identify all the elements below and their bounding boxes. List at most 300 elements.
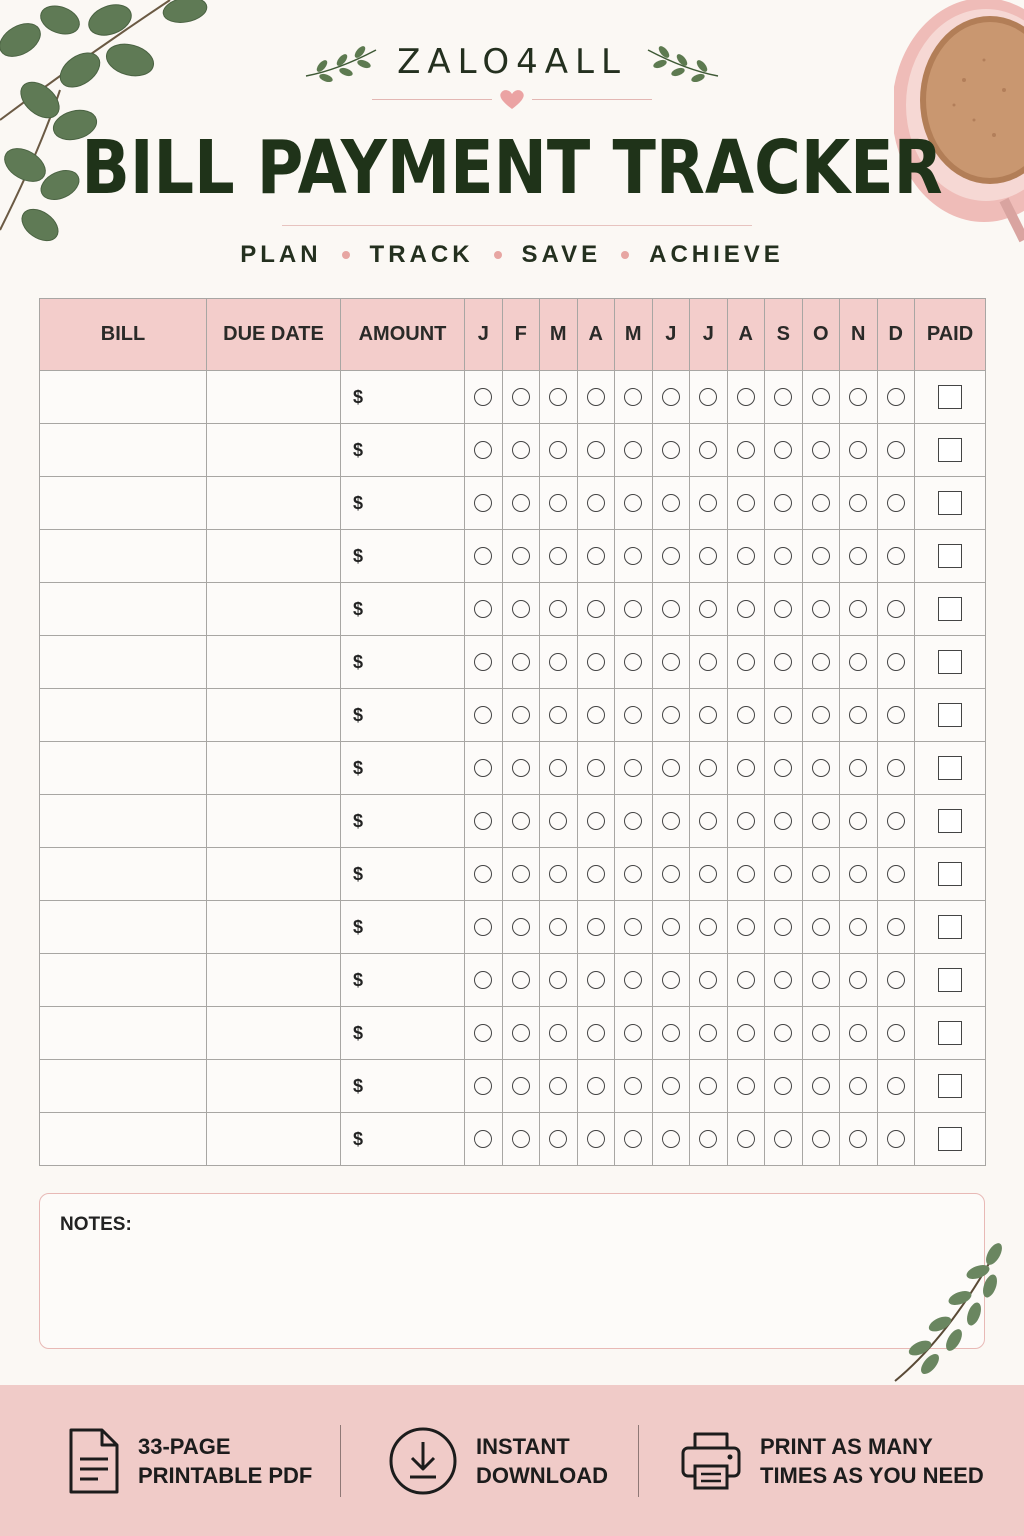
due-date-cell[interactable] — [207, 1060, 341, 1113]
month-check-circle[interactable] — [849, 388, 867, 406]
month-check-circle[interactable] — [812, 1130, 830, 1148]
month-check-circle[interactable] — [474, 971, 492, 989]
month-check-circle[interactable] — [587, 600, 605, 618]
month-check-circle[interactable] — [549, 918, 567, 936]
table-row — [40, 583, 986, 636]
month-cell — [615, 795, 653, 848]
due-date-cell[interactable] — [207, 636, 341, 689]
paid-checkbox[interactable] — [938, 915, 962, 939]
amount-cell[interactable]: $ — [341, 742, 465, 795]
month-check-circle[interactable] — [549, 547, 567, 565]
month-check-circle[interactable] — [662, 865, 680, 883]
month-check-circle[interactable] — [662, 653, 680, 671]
month-check-circle[interactable] — [737, 759, 755, 777]
month-check-circle[interactable] — [849, 441, 867, 459]
month-cell — [690, 742, 728, 795]
month-check-circle[interactable] — [549, 759, 567, 777]
month-check-circle[interactable] — [662, 600, 680, 618]
due-date-cell[interactable] — [207, 583, 341, 636]
month-check-circle[interactable] — [887, 1077, 905, 1095]
month-cell — [652, 901, 690, 954]
month-check-circle[interactable] — [587, 706, 605, 724]
month-check-circle[interactable] — [587, 1130, 605, 1148]
month-check-circle[interactable] — [737, 547, 755, 565]
bill-name-cell[interactable] — [40, 1007, 207, 1060]
month-cell — [502, 795, 540, 848]
month-check-circle[interactable] — [737, 918, 755, 936]
month-check-circle[interactable] — [849, 759, 867, 777]
month-check-circle[interactable] — [737, 494, 755, 512]
month-check-circle[interactable] — [474, 441, 492, 459]
month-check-circle[interactable] — [512, 971, 530, 989]
month-check-circle[interactable] — [849, 865, 867, 883]
due-date-cell[interactable] — [207, 1007, 341, 1060]
month-check-circle[interactable] — [624, 812, 642, 830]
month-check-circle[interactable] — [474, 547, 492, 565]
month-check-circle[interactable] — [474, 1130, 492, 1148]
month-cell — [502, 689, 540, 742]
paid-checkbox[interactable] — [938, 650, 962, 674]
month-check-circle[interactable] — [849, 1130, 867, 1148]
amount-cell[interactable]: $ — [341, 636, 465, 689]
due-date-cell[interactable] — [207, 954, 341, 1007]
month-check-circle[interactable] — [774, 971, 792, 989]
due-date-cell[interactable] — [207, 742, 341, 795]
month-check-circle[interactable] — [549, 441, 567, 459]
month-check-circle[interactable] — [512, 600, 530, 618]
bill-name-cell[interactable] — [40, 742, 207, 795]
month-cell — [540, 477, 578, 530]
paid-cell — [915, 901, 986, 954]
month-check-circle[interactable] — [662, 1077, 680, 1095]
month-check-circle[interactable] — [662, 812, 680, 830]
month-check-circle[interactable] — [624, 494, 642, 512]
month-check-circle[interactable] — [587, 759, 605, 777]
month-check-circle[interactable] — [549, 1130, 567, 1148]
month-check-circle[interactable] — [699, 971, 717, 989]
month-check-circle[interactable] — [812, 600, 830, 618]
due-date-cell[interactable] — [207, 689, 341, 742]
month-check-circle[interactable] — [512, 865, 530, 883]
month-check-circle[interactable] — [512, 1024, 530, 1042]
tagline-dot — [621, 251, 629, 259]
month-cell — [765, 1113, 803, 1166]
month-check-circle[interactable] — [849, 600, 867, 618]
paid-cell — [915, 795, 986, 848]
month-check-circle[interactable] — [737, 971, 755, 989]
amount-cell[interactable]: $ — [341, 1113, 465, 1166]
month-cell — [502, 742, 540, 795]
month-check-circle[interactable] — [549, 865, 567, 883]
column-header-month: F — [502, 299, 540, 371]
month-check-circle[interactable] — [887, 547, 905, 565]
month-check-circle[interactable] — [887, 600, 905, 618]
bill-name-cell[interactable] — [40, 848, 207, 901]
month-check-circle[interactable] — [849, 918, 867, 936]
month-check-circle[interactable] — [737, 706, 755, 724]
month-check-circle[interactable] — [887, 971, 905, 989]
month-check-circle[interactable] — [662, 971, 680, 989]
month-cell — [802, 1007, 840, 1060]
month-check-circle[interactable] — [624, 1130, 642, 1148]
bill-name-cell[interactable] — [40, 954, 207, 1007]
month-check-circle[interactable] — [812, 494, 830, 512]
month-check-circle[interactable] — [549, 706, 567, 724]
month-check-circle[interactable] — [587, 971, 605, 989]
month-check-circle[interactable] — [662, 706, 680, 724]
month-check-circle[interactable] — [699, 600, 717, 618]
month-check-circle[interactable] — [812, 441, 830, 459]
paid-checkbox[interactable] — [938, 703, 962, 727]
month-cell — [577, 901, 615, 954]
month-check-circle[interactable] — [699, 812, 717, 830]
month-check-circle[interactable] — [474, 865, 492, 883]
month-check-circle[interactable] — [699, 918, 717, 936]
table-row — [40, 477, 986, 530]
feature-download-line2: DOWNLOAD — [476, 1463, 608, 1488]
month-check-circle[interactable] — [737, 1130, 755, 1148]
month-check-circle[interactable] — [737, 600, 755, 618]
month-check-circle[interactable] — [812, 812, 830, 830]
month-check-circle[interactable] — [587, 1024, 605, 1042]
month-cell — [727, 689, 765, 742]
month-check-circle[interactable] — [699, 494, 717, 512]
month-check-circle[interactable] — [512, 918, 530, 936]
due-date-cell[interactable] — [207, 530, 341, 583]
month-check-circle[interactable] — [699, 759, 717, 777]
month-check-circle[interactable] — [549, 812, 567, 830]
month-cell — [877, 954, 915, 1007]
bill-name-cell[interactable] — [40, 1060, 207, 1113]
month-cell — [802, 795, 840, 848]
month-check-circle[interactable] — [474, 653, 492, 671]
month-check-circle[interactable] — [812, 1024, 830, 1042]
month-check-circle[interactable] — [887, 441, 905, 459]
month-cell — [465, 424, 503, 477]
month-check-circle[interactable] — [737, 865, 755, 883]
table-row — [40, 901, 986, 954]
month-check-circle[interactable] — [662, 759, 680, 777]
month-check-circle[interactable] — [699, 388, 717, 406]
bill-name-cell[interactable] — [40, 1113, 207, 1166]
month-check-circle[interactable] — [512, 1077, 530, 1095]
month-check-circle[interactable] — [699, 865, 717, 883]
month-check-circle[interactable] — [737, 1077, 755, 1095]
month-check-circle[interactable] — [849, 706, 867, 724]
month-check-circle[interactable] — [587, 547, 605, 565]
amount-cell[interactable]: $ — [341, 1060, 465, 1113]
column-header-month: M — [540, 299, 578, 371]
month-cell — [765, 795, 803, 848]
month-check-circle[interactable] — [699, 441, 717, 459]
month-check-circle[interactable] — [474, 759, 492, 777]
paid-checkbox[interactable] — [938, 438, 962, 462]
month-check-circle[interactable] — [512, 547, 530, 565]
sprig-right-icon — [646, 42, 722, 82]
paid-checkbox[interactable] — [938, 385, 962, 409]
month-check-circle[interactable] — [624, 600, 642, 618]
month-check-circle[interactable] — [512, 759, 530, 777]
amount-cell[interactable]: $ — [341, 477, 465, 530]
month-check-circle[interactable] — [549, 971, 567, 989]
month-cell — [840, 424, 878, 477]
month-check-circle[interactable] — [549, 1077, 567, 1095]
feature-pdf-line1: 33-PAGE — [138, 1434, 231, 1459]
bill-name-cell[interactable] — [40, 371, 207, 424]
month-check-circle[interactable] — [812, 918, 830, 936]
amount-cell[interactable]: $ — [341, 1007, 465, 1060]
month-cell — [652, 371, 690, 424]
paid-checkbox[interactable] — [938, 1021, 962, 1045]
month-check-circle[interactable] — [549, 1024, 567, 1042]
month-check-circle[interactable] — [812, 388, 830, 406]
month-cell — [690, 795, 728, 848]
month-check-circle[interactable] — [774, 812, 792, 830]
month-check-circle[interactable] — [887, 1024, 905, 1042]
month-check-circle[interactable] — [512, 1130, 530, 1148]
month-check-circle[interactable] — [737, 1024, 755, 1042]
bill-name-cell[interactable] — [40, 583, 207, 636]
due-date-cell[interactable] — [207, 1113, 341, 1166]
month-cell — [877, 477, 915, 530]
month-check-circle[interactable] — [512, 494, 530, 512]
month-check-circle[interactable] — [737, 388, 755, 406]
month-check-circle[interactable] — [774, 494, 792, 512]
month-check-circle[interactable] — [812, 653, 830, 671]
month-check-circle[interactable] — [737, 653, 755, 671]
month-cell — [690, 1060, 728, 1113]
month-check-circle[interactable] — [474, 812, 492, 830]
month-check-circle[interactable] — [624, 759, 642, 777]
month-check-circle[interactable] — [549, 388, 567, 406]
month-cell — [577, 530, 615, 583]
due-date-cell[interactable] — [207, 848, 341, 901]
month-check-circle[interactable] — [774, 759, 792, 777]
month-check-circle[interactable] — [512, 653, 530, 671]
bill-name-cell[interactable] — [40, 689, 207, 742]
month-check-circle[interactable] — [887, 706, 905, 724]
bill-name-cell[interactable] — [40, 424, 207, 477]
month-cell — [840, 636, 878, 689]
due-date-cell[interactable] — [207, 477, 341, 530]
month-check-circle[interactable] — [587, 441, 605, 459]
month-check-circle[interactable] — [812, 1077, 830, 1095]
month-check-circle[interactable] — [624, 547, 642, 565]
tagline-dot — [494, 251, 502, 259]
due-date-cell[interactable] — [207, 424, 341, 477]
month-check-circle[interactable] — [849, 1077, 867, 1095]
month-check-circle[interactable] — [662, 1130, 680, 1148]
month-cell — [465, 1060, 503, 1113]
month-check-circle[interactable] — [887, 812, 905, 830]
bill-name-cell[interactable] — [40, 477, 207, 530]
paid-checkbox[interactable] — [938, 1127, 962, 1151]
amount-cell[interactable]: $ — [341, 901, 465, 954]
month-check-circle[interactable] — [699, 653, 717, 671]
month-check-circle[interactable] — [512, 812, 530, 830]
month-check-circle[interactable] — [812, 547, 830, 565]
month-check-circle[interactable] — [474, 918, 492, 936]
paid-checkbox[interactable] — [938, 968, 962, 992]
month-check-circle[interactable] — [737, 812, 755, 830]
month-check-circle[interactable] — [587, 494, 605, 512]
bill-name-cell[interactable] — [40, 636, 207, 689]
month-cell — [615, 742, 653, 795]
month-check-circle[interactable] — [474, 1024, 492, 1042]
month-check-circle[interactable] — [662, 547, 680, 565]
month-check-circle[interactable] — [699, 547, 717, 565]
month-check-circle[interactable] — [662, 1024, 680, 1042]
month-check-circle[interactable] — [774, 1024, 792, 1042]
due-date-cell[interactable] — [207, 795, 341, 848]
month-check-circle[interactable] — [774, 600, 792, 618]
month-cell — [615, 530, 653, 583]
month-check-circle[interactable] — [887, 759, 905, 777]
month-cell — [727, 371, 765, 424]
month-check-circle[interactable] — [587, 653, 605, 671]
month-check-circle[interactable] — [512, 706, 530, 724]
month-check-circle[interactable] — [849, 971, 867, 989]
month-cell — [840, 954, 878, 1007]
feature-print — [680, 1423, 984, 1499]
bill-name-cell[interactable] — [40, 530, 207, 583]
amount-cell[interactable]: $ — [341, 795, 465, 848]
page-title: BILL PAYMENT TRACKER — [81, 125, 943, 211]
month-check-circle[interactable] — [587, 812, 605, 830]
month-check-circle[interactable] — [587, 1077, 605, 1095]
month-check-circle[interactable] — [774, 1130, 792, 1148]
month-check-circle[interactable] — [587, 918, 605, 936]
month-check-circle[interactable] — [774, 865, 792, 883]
month-check-circle[interactable] — [699, 706, 717, 724]
month-cell — [652, 1060, 690, 1113]
month-check-circle[interactable] — [774, 653, 792, 671]
month-check-circle[interactable] — [512, 441, 530, 459]
feature-pdf-line2: PRINTABLE PDF — [138, 1463, 313, 1488]
month-check-circle[interactable] — [624, 865, 642, 883]
month-check-circle[interactable] — [474, 1077, 492, 1095]
month-check-circle[interactable] — [474, 388, 492, 406]
amount-cell[interactable]: $ — [341, 954, 465, 1007]
notes-box[interactable] — [39, 1193, 985, 1349]
paid-cell — [915, 742, 986, 795]
month-check-circle[interactable] — [699, 1077, 717, 1095]
month-check-circle[interactable] — [849, 494, 867, 512]
month-check-circle[interactable] — [549, 600, 567, 618]
month-cell — [840, 742, 878, 795]
month-check-circle[interactable] — [849, 1024, 867, 1042]
paid-checkbox[interactable] — [938, 491, 962, 515]
month-cell — [765, 371, 803, 424]
paid-checkbox[interactable] — [938, 809, 962, 833]
month-check-circle[interactable] — [662, 388, 680, 406]
amount-cell[interactable]: $ — [341, 689, 465, 742]
month-check-circle[interactable] — [474, 706, 492, 724]
month-cell — [802, 1060, 840, 1113]
notes-label: NOTES: — [60, 1214, 132, 1235]
month-cell — [765, 636, 803, 689]
month-check-circle[interactable] — [887, 865, 905, 883]
month-check-circle[interactable] — [849, 653, 867, 671]
month-cell — [577, 742, 615, 795]
month-cell — [690, 583, 728, 636]
month-check-circle[interactable] — [474, 600, 492, 618]
month-check-circle[interactable] — [587, 388, 605, 406]
month-check-circle[interactable] — [812, 971, 830, 989]
amount-cell[interactable]: $ — [341, 848, 465, 901]
month-check-circle[interactable] — [699, 1130, 717, 1148]
due-date-cell[interactable] — [207, 901, 341, 954]
month-check-circle[interactable] — [774, 1077, 792, 1095]
month-check-circle[interactable] — [624, 388, 642, 406]
bill-name-cell[interactable] — [40, 795, 207, 848]
due-date-cell[interactable] — [207, 371, 341, 424]
month-check-circle[interactable] — [774, 547, 792, 565]
month-check-circle[interactable] — [774, 388, 792, 406]
paid-checkbox[interactable] — [938, 862, 962, 886]
month-check-circle[interactable] — [812, 759, 830, 777]
month-check-circle[interactable] — [812, 706, 830, 724]
month-cell — [652, 1113, 690, 1166]
month-check-circle[interactable] — [624, 441, 642, 459]
paid-checkbox[interactable] — [938, 756, 962, 780]
month-check-circle[interactable] — [549, 653, 567, 671]
month-check-circle[interactable] — [512, 388, 530, 406]
month-check-circle[interactable] — [774, 441, 792, 459]
month-cell — [840, 1007, 878, 1060]
month-check-circle[interactable] — [662, 918, 680, 936]
month-check-circle[interactable] — [849, 812, 867, 830]
month-check-circle[interactable] — [624, 706, 642, 724]
month-check-circle[interactable] — [474, 494, 492, 512]
amount-cell[interactable]: $ — [341, 371, 465, 424]
month-check-circle[interactable] — [662, 494, 680, 512]
month-check-circle[interactable] — [887, 494, 905, 512]
month-cell — [840, 848, 878, 901]
month-check-circle[interactable] — [624, 1077, 642, 1095]
month-check-circle[interactable] — [849, 547, 867, 565]
month-check-circle[interactable] — [699, 1024, 717, 1042]
month-cell — [765, 848, 803, 901]
month-check-circle[interactable] — [812, 865, 830, 883]
month-check-circle[interactable] — [737, 441, 755, 459]
paid-checkbox[interactable] — [938, 544, 962, 568]
month-check-circle[interactable] — [624, 918, 642, 936]
month-check-circle[interactable] — [624, 971, 642, 989]
month-check-circle[interactable] — [587, 865, 605, 883]
month-check-circle[interactable] — [624, 653, 642, 671]
amount-cell[interactable]: $ — [341, 530, 465, 583]
paid-cell — [915, 1060, 986, 1113]
bill-name-cell[interactable] — [40, 901, 207, 954]
month-check-circle[interactable] — [887, 918, 905, 936]
amount-cell[interactable]: $ — [341, 424, 465, 477]
month-check-circle[interactable] — [887, 1130, 905, 1148]
month-check-circle[interactable] — [662, 441, 680, 459]
month-check-circle[interactable] — [624, 1024, 642, 1042]
month-check-circle[interactable] — [887, 388, 905, 406]
month-cell — [652, 954, 690, 1007]
month-check-circle[interactable] — [549, 494, 567, 512]
heart-icon — [498, 88, 526, 110]
month-check-circle[interactable] — [887, 653, 905, 671]
month-check-circle[interactable] — [774, 706, 792, 724]
paid-checkbox[interactable] — [938, 1074, 962, 1098]
amount-cell[interactable]: $ — [341, 583, 465, 636]
month-check-circle[interactable] — [774, 918, 792, 936]
month-cell — [877, 901, 915, 954]
paid-checkbox[interactable] — [938, 597, 962, 621]
